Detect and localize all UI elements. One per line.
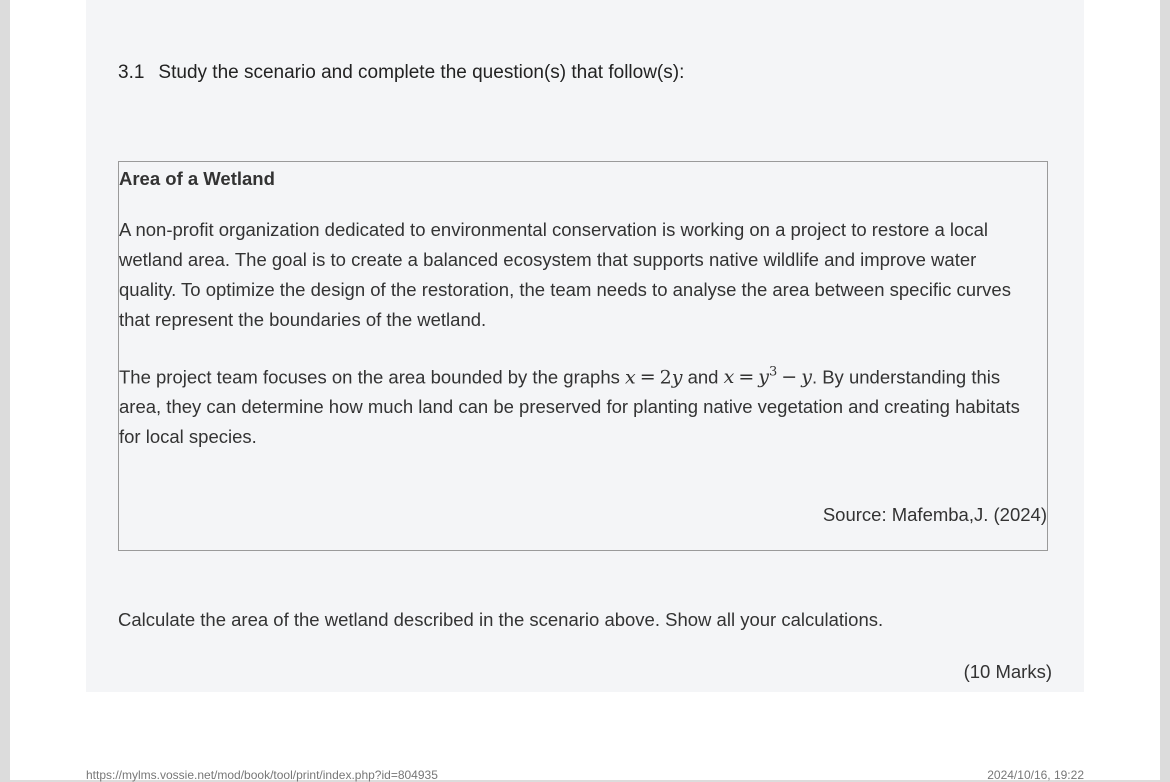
document-page <box>10 0 1160 780</box>
question-instruction-text: Study the scenario and complete the question(s) that follow(s): <box>158 62 685 83</box>
eq1-variable: y <box>671 366 683 389</box>
task-instruction: Calculate the area of the wetland described in the scenario above. Show all your calculations. <box>118 609 884 630</box>
eq2-exponent: 3 <box>769 365 778 380</box>
question-number: 3.1 <box>118 62 145 83</box>
scenario-source: Source: Mafemba,J. (2024) <box>822 504 1047 525</box>
eq2-variable-2: y <box>801 366 812 389</box>
paragraph-2-and: and <box>682 366 724 388</box>
scenario-box <box>118 161 1048 551</box>
equation-line <box>625 366 682 388</box>
marks-label: (10 Marks) <box>963 661 1052 682</box>
scenario-paragraph-1: A non-profit organization dedicated to environmental conservation is working on a project to restore a local wetland area. The goal is to create a balanced ecosystem that supports native wildlife and improve water quality. To optimize the design of the restoration, the team needs to analyse the area between specific curves that represent the boundaries of the wetland. <box>119 219 1011 330</box>
eq1-lhs: x <box>625 366 636 389</box>
paragraph-2-rest: . By understanding this area, they can determine how much land can be preserved for planting native vegetation and creating habitats for local species. <box>119 366 1020 448</box>
eq1-equals: = <box>639 366 656 389</box>
scenario-paragraph-2 <box>119 358 1034 452</box>
scenario-title: Area of a Wetland <box>119 168 275 189</box>
paragraph-2-intro: The project team focuses on the area bounded by the graphs <box>119 366 625 388</box>
footer-url[interactable]: https://mylms.vossie.net/mod/book/tool/print/index.php?id=804935 <box>86 768 438 782</box>
question-instruction <box>118 62 684 84</box>
eq2-lhs: x <box>723 366 735 389</box>
equation-cubic <box>724 366 812 388</box>
eq2-minus: − <box>781 366 798 389</box>
question-panel <box>86 0 1084 692</box>
eq2-equals: = <box>738 366 755 389</box>
footer-datetime: 2024/10/16, 19:22 <box>987 768 1084 782</box>
eq1-coefficient: 2 <box>659 366 672 389</box>
eq2-variable: y <box>758 366 769 389</box>
